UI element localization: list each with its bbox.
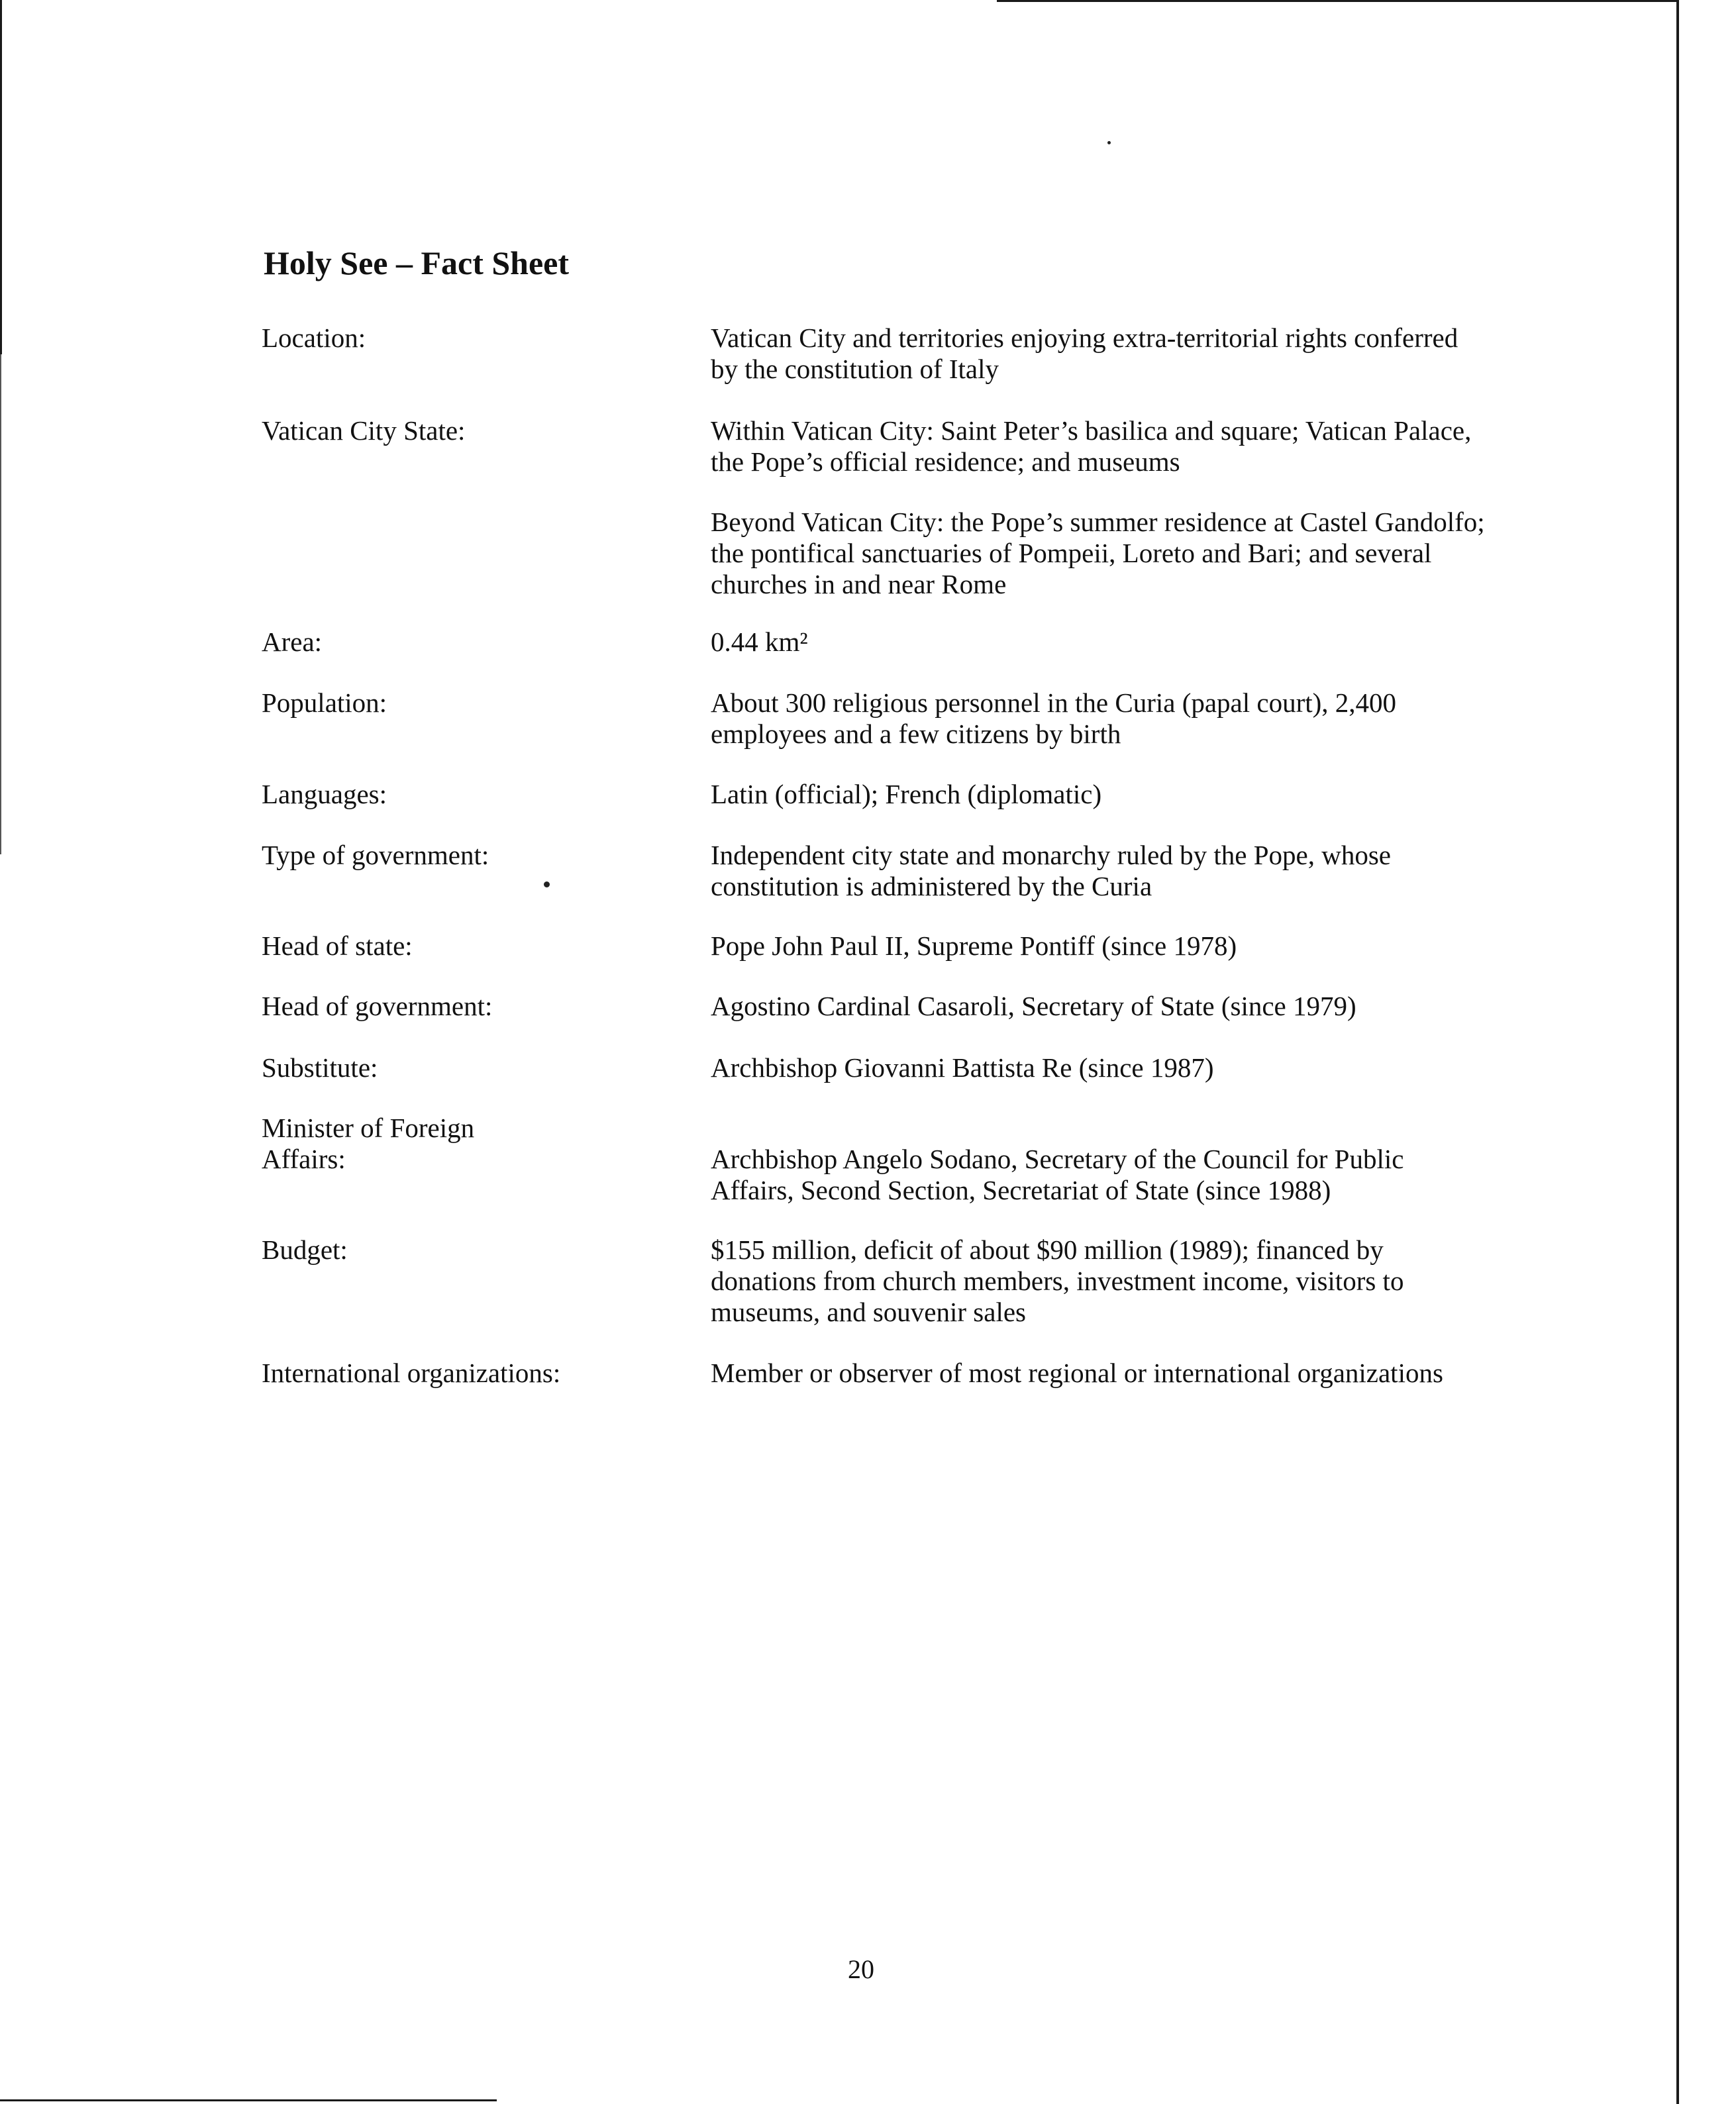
fact-value (711, 415, 1486, 600)
fact-value-text: $155 million, deficit of about $90 million (1989); financed by donations from church members, investment income, visitors to museums, and souvenir sales (711, 1234, 1404, 1327)
fact-value (711, 991, 1486, 1022)
fact-value (711, 840, 1486, 902)
fact-label: Head of government: (262, 991, 493, 1021)
fact-value-text: About 300 religious personnel in the Curia (papal court), 2,400 employees and a few citizens by birth (711, 687, 1397, 749)
fact-label: Type of government: (262, 840, 489, 870)
right-scan-edge (1676, 0, 1679, 2104)
fact-value-text: Beyond Vatican City: the Pope’s summer residence at Castel Gandolfo; the pontifical sanctuaries of Pompeii, Loreto and Bari; and several churches in and near Rome (711, 507, 1485, 599)
fact-value-text: Latin (official); French (diplomatic) (711, 779, 1102, 809)
fact-value (711, 779, 1486, 810)
page-number: 20 (848, 1954, 874, 1984)
left-scan-edge (0, 0, 2, 354)
scan-speck (544, 881, 550, 887)
fact-value (711, 1144, 1486, 1206)
fact-label: Location: (262, 323, 366, 353)
fact-value-text: 0.44 km² (711, 626, 808, 657)
fact-value-text: Archbishop Angelo Sodano, Secretary of the Council for Public Affairs, Second Section, Secretariat of State (since 1988) (711, 1144, 1404, 1205)
fact-label: Area: (262, 626, 323, 657)
fact-value-text: Member or observer of most regional or international organizations (711, 1358, 1443, 1388)
fact-value-text: Archbishop Giovanni Battista Re (since 1987) (711, 1052, 1214, 1083)
fact-value-text: Vatican City and territories enjoying extra-territorial rights conferred by the constitution of Italy (711, 323, 1458, 384)
fact-value (711, 626, 1486, 658)
fact-value (711, 323, 1486, 385)
fact-value (711, 687, 1486, 750)
fact-value-text: Within Vatican City: Saint Peter’s basilica and square; Vatican Palace, the Pope’s official residence; and museums (711, 415, 1472, 477)
fact-value (711, 930, 1486, 962)
fact-label: Vatican City State: (262, 415, 466, 446)
fact-label: International organizations: (262, 1358, 561, 1388)
fact-label: Languages: (262, 779, 387, 809)
fact-value-text: Agostino Cardinal Casaroli, Secretary of State (since 1979) (711, 991, 1356, 1021)
fact-label: Minister of Foreign Affairs: (262, 1113, 475, 1174)
scan-speck (1107, 141, 1111, 144)
fact-label: Budget: (262, 1234, 348, 1265)
fact-value-text: Independent city state and monarchy ruled by the Pope, whose constitution is administered by the Curia (711, 840, 1391, 901)
top-rule (997, 0, 1679, 2)
fact-label: Head of state: (262, 930, 413, 961)
left-scan-edge-lower (0, 354, 1, 854)
fact-value (711, 1052, 1486, 1083)
fact-value (711, 1234, 1486, 1328)
fact-label: Population: (262, 687, 387, 718)
bottom-rule (0, 2099, 497, 2101)
fact-value (711, 1358, 1486, 1389)
page-title: Holy See – Fact Sheet (264, 244, 570, 281)
fact-value-text: Pope John Paul II, Supreme Pontiff (since 1978) (711, 930, 1237, 961)
fact-label: Substitute: (262, 1052, 378, 1083)
